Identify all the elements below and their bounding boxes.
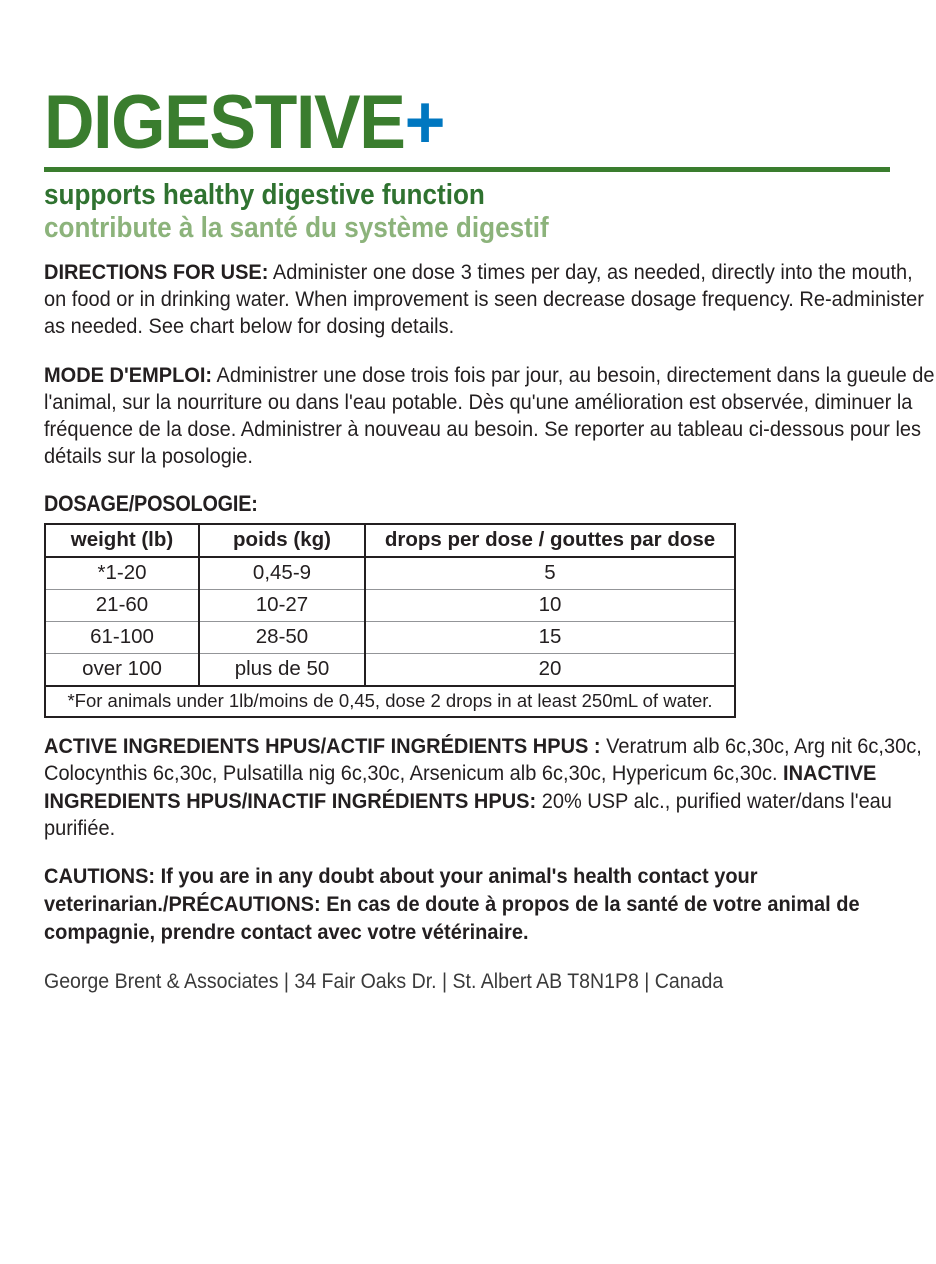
column-header-weight-lb: weight (lb)	[45, 524, 199, 557]
inactive-ingredients-text: 20% USP alc., purified water/dans l'eau purifiée.	[44, 788, 892, 840]
plus-symbol-icon: +	[404, 80, 444, 165]
cell-weight-lb: 61-100	[45, 622, 199, 654]
table-header-row	[45, 524, 735, 557]
cell-weight-kg: 10-27	[199, 590, 365, 622]
cell-weight-kg: 0,45-9	[199, 557, 365, 590]
table-row	[45, 590, 735, 622]
cell-drops: 20	[365, 654, 735, 687]
cell-weight-lb: 21-60	[45, 590, 199, 622]
cell-weight-lb: *1-20	[45, 557, 199, 590]
ingredients-paragraph	[44, 733, 935, 841]
directions-english-text: Administer one dose 3 times per day, as needed, directly into the mouth, on food or in drinking water. When improvement is seen decrease dosage frequency. Re-administer as needed. See chart below for dosing details.	[44, 259, 924, 338]
dosage-heading: DOSAGE/POSOLOGIE:	[44, 491, 258, 517]
cell-weight-kg: 28-50	[199, 622, 365, 654]
inactive-ingredients-label: INACTIVE INGREDIENTS HPUS/INACTIF INGRÉDIENTS HPUS:	[44, 761, 877, 813]
dosage-footnote: *For animals under 1lb/moins de 0,45, dose 2 drops in at least 250mL of water.	[45, 686, 735, 717]
cautions-paragraph: CAUTIONS: If you are in any doubt about your animal's health contact your veterinarian./PRÉCAUTIONS: En cas de doute à propos de la santé de votre animal de compagnie, prendre contact avec votre vétérinaire.	[44, 864, 860, 945]
dosage-table	[44, 523, 736, 718]
product-title	[44, 0, 824, 165]
directions-french-label: MODE D'EMPLOI:	[44, 362, 213, 387]
cell-weight-kg: plus de 50	[199, 654, 365, 687]
table-row	[45, 654, 735, 687]
column-header-weight-kg: poids (kg)	[199, 524, 365, 557]
cell-drops: 10	[365, 590, 735, 622]
active-ingredients-text: Veratrum alb 6c,30c, Arg nit 6c,30c, Colocynthis 6c,30c, Pulsatilla nig 6c,30c, Arsenicum alb 6c,30c, Hypericum 6c,30c.	[44, 734, 922, 786]
subtitle-french: contribute à la santé du système digestif	[44, 212, 549, 245]
directions-french-text: Administrer une dose trois fois par jour, au besoin, directement dans la gueule de l'animal, sur la nourriture ou dans l'eau potable. Dès qu'une amélioration est observée, diminuer la fréquence de la dose. Administrer à nouveau au besoin. Se reporter au tableau ci-dessous pour les détails sur la posologie.	[44, 362, 935, 468]
table-row	[45, 557, 735, 590]
directions-english-label: DIRECTIONS FOR USE:	[44, 259, 269, 284]
table-footnote-row	[45, 686, 735, 717]
cell-weight-lb: over 100	[45, 654, 199, 687]
product-title-text: DIGESTIVE	[44, 80, 405, 165]
directions-french-paragraph	[44, 362, 935, 470]
cell-drops: 5	[544, 561, 556, 585]
active-ingredients-label: ACTIVE INGREDIENTS HPUS/ACTIF INGRÉDIENTS HPUS :	[44, 734, 601, 759]
table-row	[45, 622, 735, 654]
title-divider-rule	[44, 167, 890, 172]
cell-drops: 15	[365, 622, 735, 654]
subtitle-english: supports healthy digestive function	[44, 178, 485, 211]
column-header-drops: drops per dose / gouttes par dose	[365, 524, 735, 557]
directions-english-paragraph	[44, 259, 935, 340]
manufacturer-footer: George Brent & Associates | 34 Fair Oaks Dr. | St. Albert AB T8N1P8 | Canada	[44, 969, 724, 993]
